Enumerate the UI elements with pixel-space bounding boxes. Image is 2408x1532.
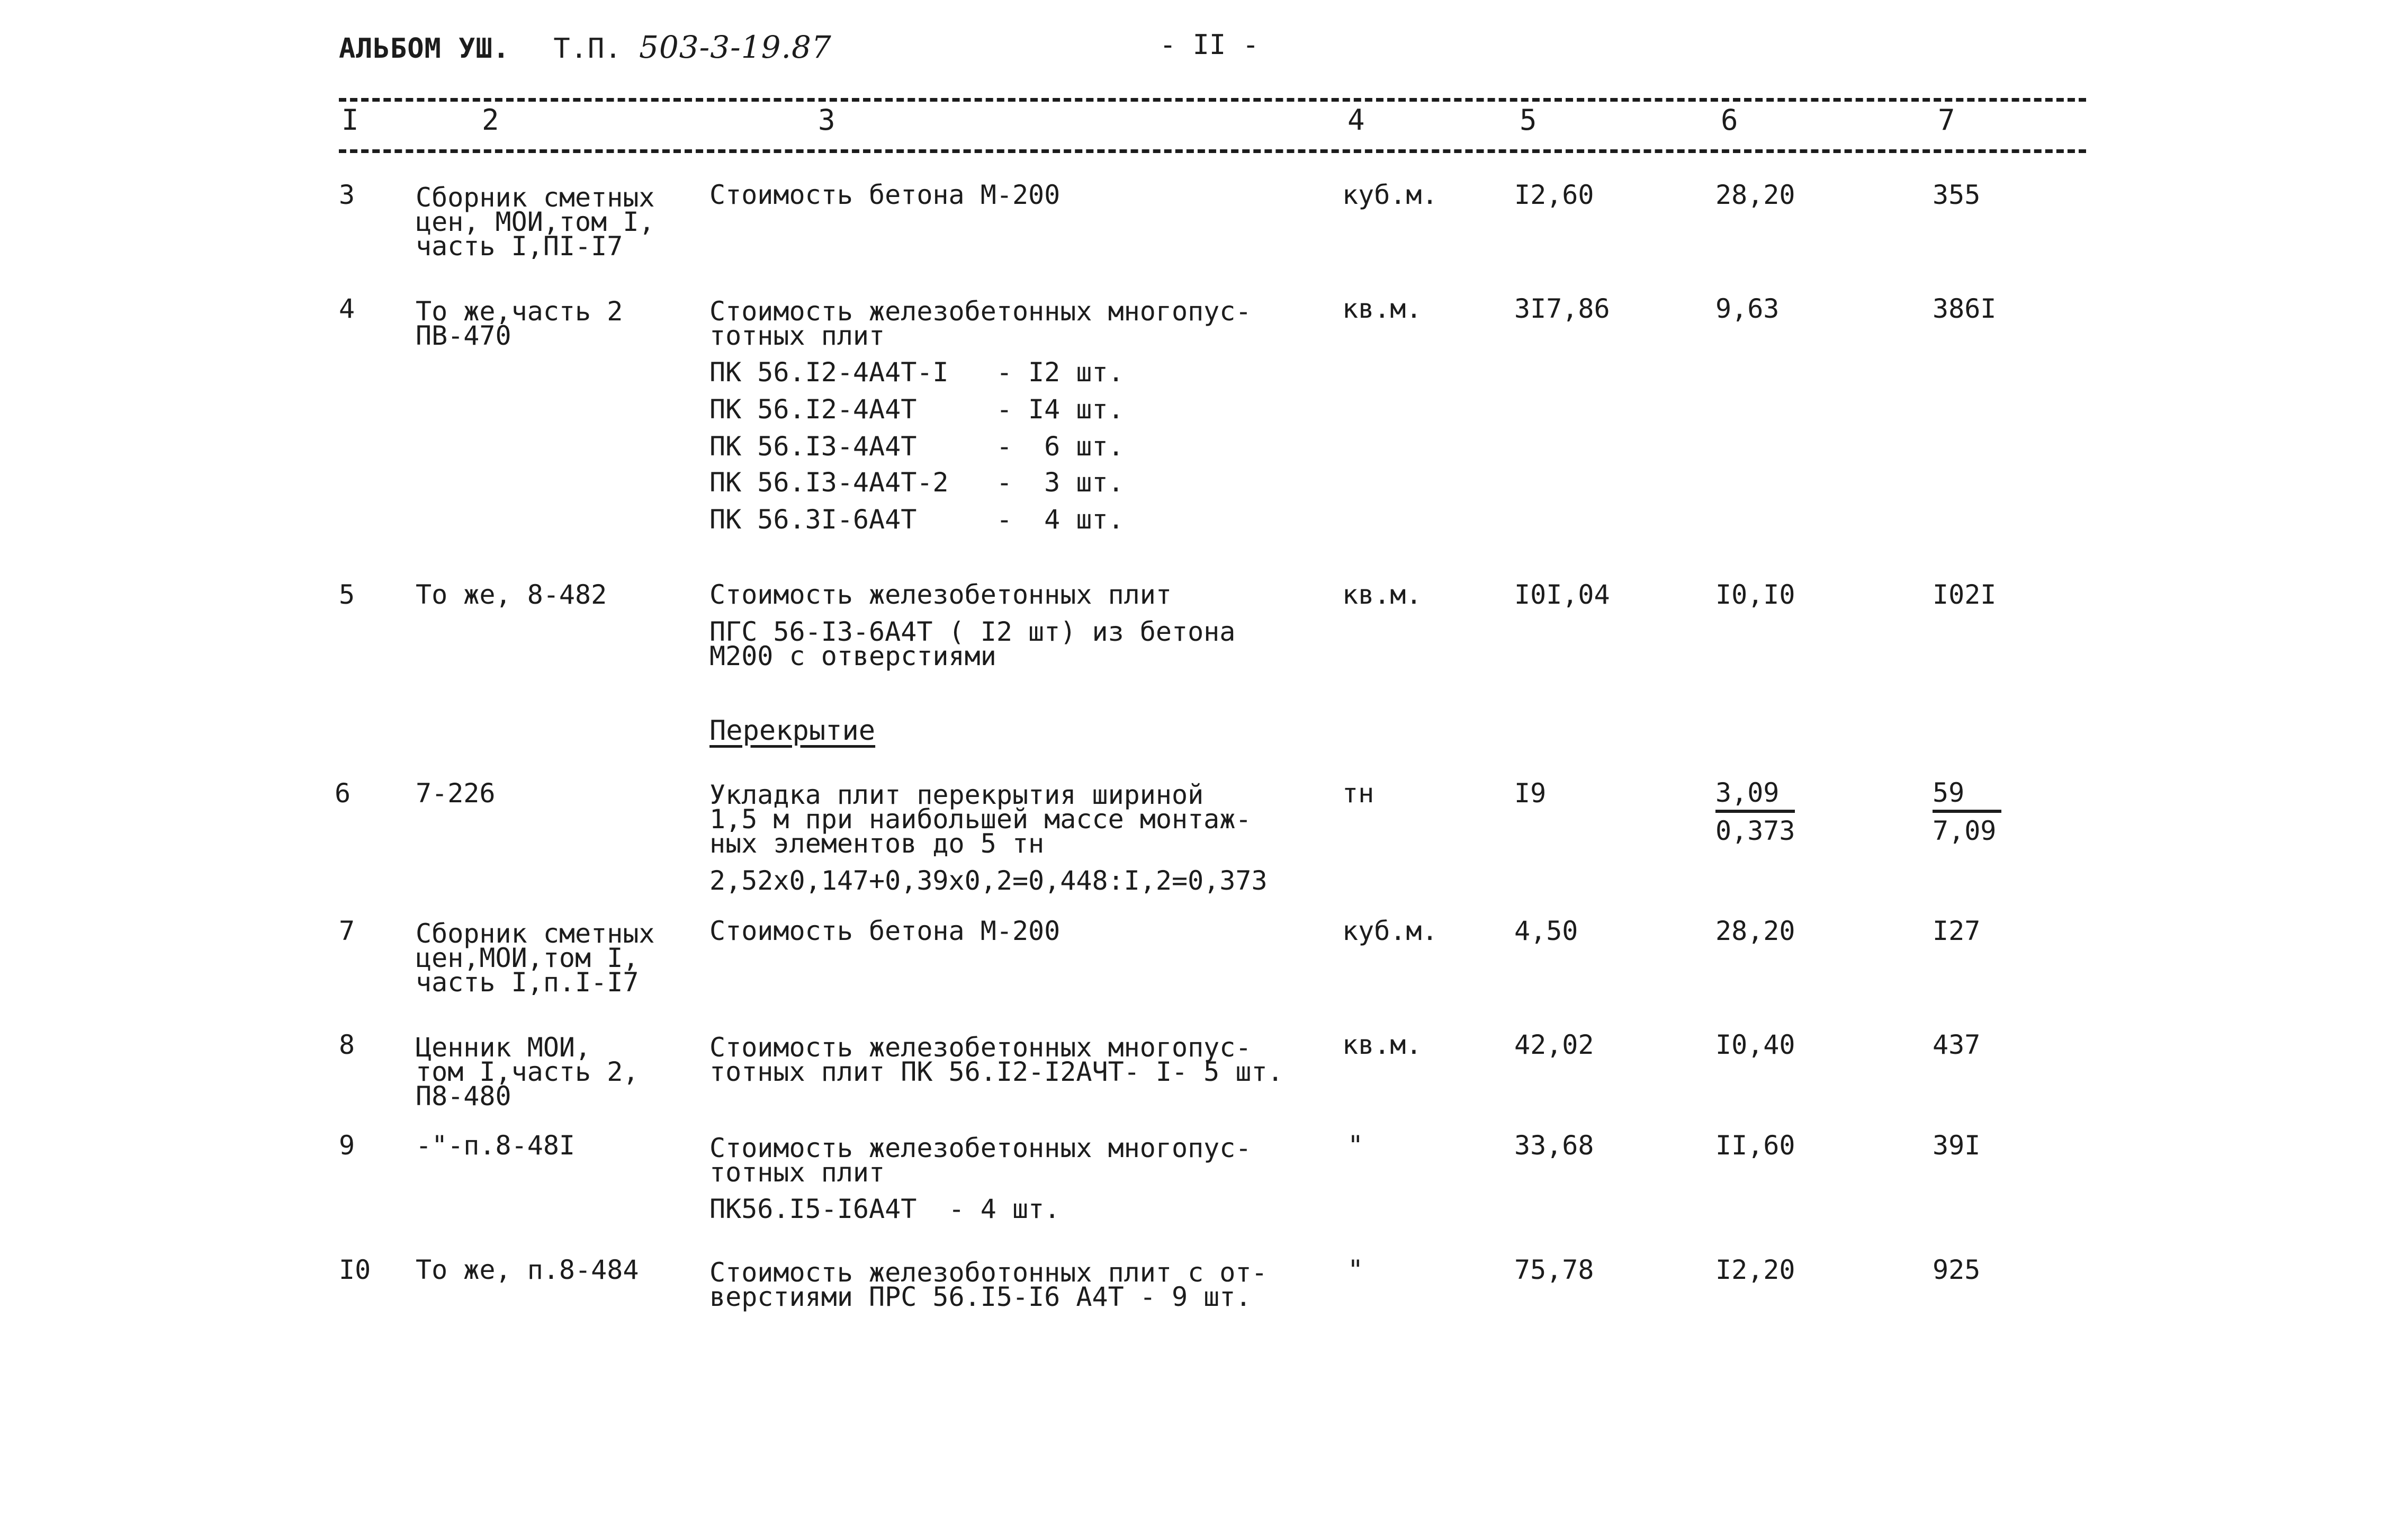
page-header	[339, 29, 832, 65]
price-cell: 28,20	[1715, 180, 1795, 210]
quantity-cell: 3I7,86	[1514, 293, 1610, 324]
section-title: Перекрытие	[709, 715, 876, 747]
source-line: ПВ-470	[416, 320, 511, 351]
description-line: Стоимость железобетонных плит	[709, 579, 1172, 610]
item-line: ПК 56.I2-4А4Т-I - I2 шт.	[709, 357, 1124, 388]
row-number: 5	[339, 579, 355, 610]
source-line: часть I,п.I-I7	[416, 967, 639, 998]
price-numerator: 3,09	[1715, 779, 1795, 813]
price-denominator: 0,373	[1715, 816, 1795, 846]
item-line: ПК56.I5-I6А4Т - 4 шт.	[709, 1194, 1061, 1224]
price-cell: I2,20	[1715, 1255, 1795, 1285]
total-cell: 355	[1933, 180, 1981, 210]
row-number: 7	[339, 916, 355, 946]
unit-cell: "	[1347, 1130, 1364, 1161]
total-cell: I27	[1933, 916, 1981, 946]
description-line: ных элементов до 5 тн	[709, 828, 1045, 859]
description-line: тотных плит	[709, 320, 885, 351]
total-cell: 386I	[1933, 293, 1997, 324]
quantity-cell: I2,60	[1514, 180, 1594, 210]
total-denominator: 7,09	[1933, 816, 1997, 846]
source-line: То же,часть 2	[416, 296, 623, 327]
price-cell: 9,63	[1715, 293, 1780, 324]
row-number: 3	[339, 180, 355, 210]
rule-header-bottom	[339, 149, 2086, 153]
total-cell: 437	[1933, 1029, 1981, 1060]
row-number: 8	[339, 1029, 355, 1060]
item-line: ПК 56.3I-6А4Т - 4 шт.	[709, 504, 1124, 535]
description-line: 1,5 м при наибольшей массе монтаж-	[709, 804, 1252, 835]
price-cell: I0,40	[1715, 1029, 1795, 1060]
unit-cell: "	[1347, 1255, 1364, 1285]
price-cell: 28,20	[1715, 916, 1795, 946]
item-line: М200 с отверстиями	[709, 641, 996, 671]
total-numerator: 59	[1933, 779, 2001, 813]
quantity-cell: 33,68	[1514, 1130, 1594, 1161]
source-line: том I,часть 2,	[416, 1056, 639, 1087]
col-header-4: 4	[1347, 103, 1365, 137]
source-line: То же, 8-482	[416, 579, 607, 610]
item-line: ПК 56.I3-4А4Т - 6 шт.	[709, 431, 1124, 462]
tp-label: Т.П.	[553, 33, 622, 65]
col-header-2: 2	[482, 103, 499, 137]
source-line: цен,МОИ,том I,	[416, 943, 639, 973]
source-line: П8-480	[416, 1081, 511, 1112]
unit-cell: кв.м.	[1342, 293, 1422, 324]
quantity-cell: 75,78	[1514, 1255, 1594, 1285]
description-line: Стоимость железобетонных многопус-	[709, 1032, 1252, 1063]
source-line: цен, МОИ,том I,	[416, 207, 655, 237]
item-line: ПК 56.I3-4А4Т-2 - 3 шт.	[709, 467, 1124, 498]
row-number: 4	[339, 293, 355, 324]
quantity-cell: 42,02	[1514, 1029, 1594, 1060]
source-line: Ценник МОИ,	[416, 1032, 591, 1063]
description-line: Стоимость железоботонных плит с от-	[709, 1257, 1268, 1288]
row-number: I0	[339, 1255, 371, 1285]
unit-cell: тн	[1342, 778, 1374, 809]
col-header-6: 6	[1721, 103, 1738, 137]
description-line: Стоимость железобетонных многопус-	[709, 296, 1252, 327]
description-line: Укладка плит перекрытия шириной	[709, 780, 1204, 810]
album-label: АЛЬБОМ УШ.	[339, 33, 510, 65]
col-header-1: I	[342, 103, 359, 137]
unit-cell: куб.м.	[1342, 916, 1438, 946]
price-cell: II,60	[1715, 1130, 1795, 1161]
source-line: Сборник сметных	[416, 918, 655, 949]
source-line: Сборник сметных	[416, 182, 655, 213]
item-line: ПГС 56-I3-6А4Т ( I2 шт) из бетона	[709, 616, 1236, 647]
quantity-cell: I9	[1514, 778, 1547, 809]
col-header-5: 5	[1520, 103, 1537, 137]
source-line: часть I,ПI-I7	[416, 231, 623, 262]
tp-number: 503-3-19.87	[639, 29, 832, 65]
item-line: ПК 56.I2-4А4Т - I4 шт.	[709, 394, 1124, 425]
price-fraction	[1715, 777, 1795, 846]
description-line: верстиями ПРС 56.I5-I6 А4Т - 9 шт.	[709, 1282, 1252, 1312]
unit-cell: кв.м.	[1342, 579, 1422, 610]
quantity-cell: I0I,04	[1514, 579, 1610, 610]
source-line: 7-226	[416, 778, 496, 809]
total-cell: 39I	[1933, 1130, 1981, 1161]
total-cell: I02I	[1933, 579, 1997, 610]
unit-cell: куб.м.	[1342, 180, 1438, 210]
description-line: Стоимость бетона М-200	[709, 916, 1061, 946]
unit-cell: кв.м.	[1342, 1029, 1422, 1060]
col-header-7: 7	[1938, 103, 1955, 137]
description-line: Стоимость бетона М-200	[709, 180, 1061, 210]
total-cell: 925	[1933, 1255, 1981, 1285]
rule-top	[339, 98, 2086, 102]
row-number: 6	[335, 778, 351, 809]
price-cell: I0,I0	[1715, 579, 1795, 610]
col-header-3: 3	[818, 103, 835, 137]
description-line: тотных плит ПК 56.I2-I2АЧТ- I- 5 шт.	[709, 1056, 1283, 1087]
description-line: тотных плит	[709, 1157, 885, 1188]
source-line: -"-п.8-48I	[416, 1130, 576, 1161]
calculation-line: 2,52x0,147+0,39x0,2=0,448:I,2=0,373	[709, 865, 1268, 896]
row-number: 9	[339, 1130, 355, 1161]
total-fraction	[1933, 777, 2001, 846]
source-line: То же, п.8-484	[416, 1255, 639, 1285]
quantity-cell: 4,50	[1514, 916, 1578, 946]
description-line: Стоимость железобетонных многопус-	[709, 1133, 1252, 1163]
page-number: - II -	[1160, 29, 1259, 61]
